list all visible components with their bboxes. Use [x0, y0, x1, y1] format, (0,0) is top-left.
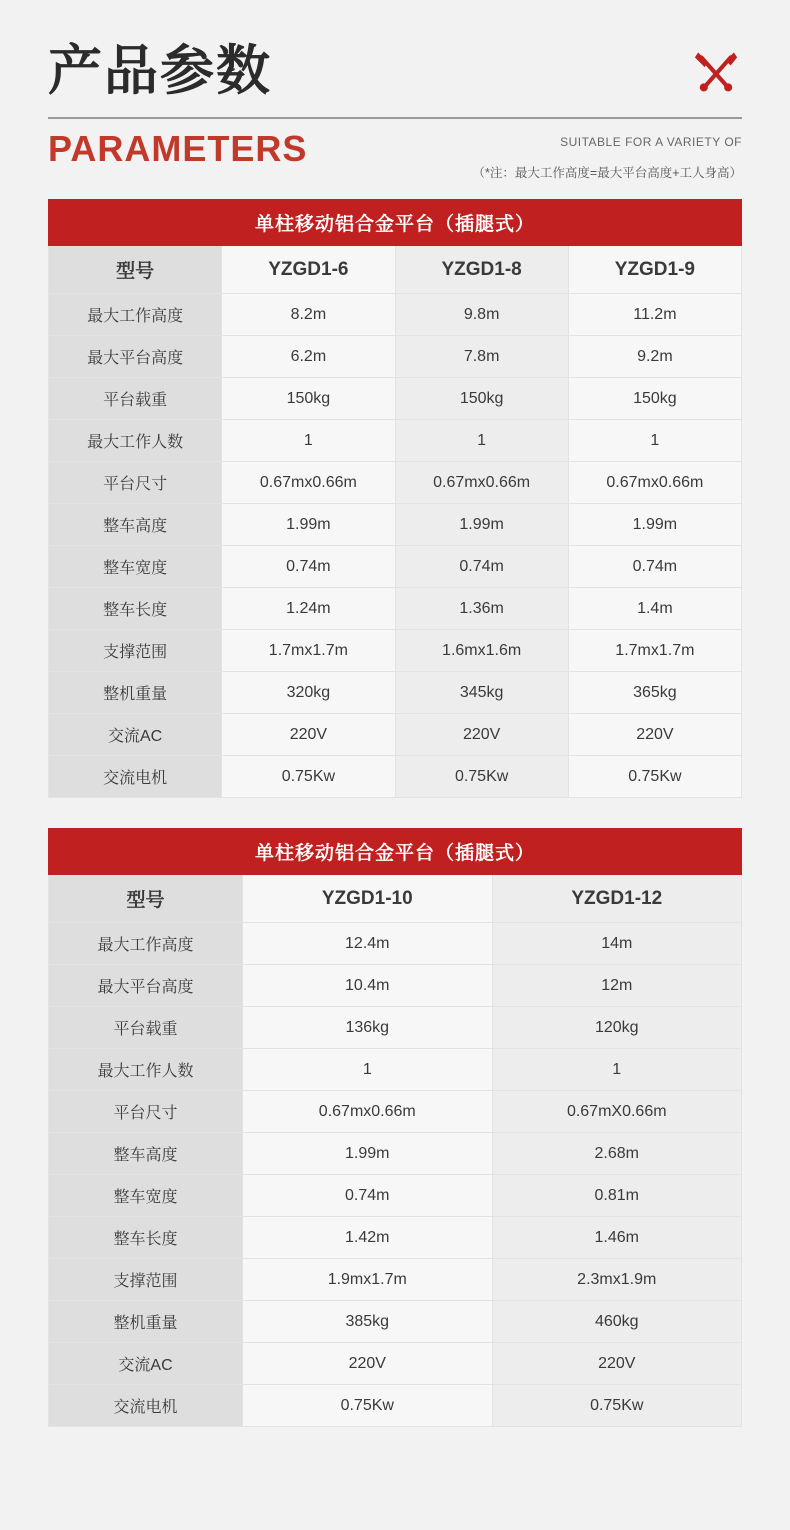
model-name: YZGD1-8: [395, 246, 568, 294]
row-value: 0.81m: [492, 1175, 742, 1217]
table-row: [49, 1091, 742, 1133]
table-row: [49, 336, 742, 378]
row-value: 0.75Kw: [568, 756, 741, 798]
row-value: 1.99m: [568, 504, 741, 546]
row-value: 150kg: [395, 378, 568, 420]
table-row: [49, 1259, 742, 1301]
row-value: 11.2m: [568, 294, 741, 336]
model-name: YZGD1-10: [243, 875, 492, 923]
row-value: 1.7mx1.7m: [222, 630, 395, 672]
row-value: 1.42m: [243, 1217, 492, 1259]
row-value: 9.8m: [395, 294, 568, 336]
row-value: 365kg: [568, 672, 741, 714]
model-name: YZGD1-12: [492, 875, 742, 923]
table-row: [49, 1343, 742, 1385]
table-row: [49, 756, 742, 798]
table-row: [49, 504, 742, 546]
header-divider: [48, 117, 742, 119]
row-label: 平台尺寸: [49, 462, 222, 504]
table-banner: 单柱移动铝合金平台（插腿式）: [49, 200, 742, 246]
row-label: 最大工作人数: [49, 1049, 243, 1091]
row-value: 6.2m: [222, 336, 395, 378]
table-row: [49, 1175, 742, 1217]
tools-icon: [690, 46, 742, 98]
row-value: 0.67mX0.66m: [492, 1091, 742, 1133]
row-value: 9.2m: [568, 336, 741, 378]
row-label: 交流电机: [49, 1385, 243, 1427]
row-value: 10.4m: [243, 965, 492, 1007]
row-label: 整机重量: [49, 672, 222, 714]
row-value: 220V: [492, 1343, 742, 1385]
row-value: 1.36m: [395, 588, 568, 630]
row-value: 150kg: [222, 378, 395, 420]
row-value: 0.74m: [222, 546, 395, 588]
row-value: 1.24m: [222, 588, 395, 630]
table-row: [49, 672, 742, 714]
row-label: 整车长度: [49, 1217, 243, 1259]
row-value: 345kg: [395, 672, 568, 714]
row-value: 0.74m: [395, 546, 568, 588]
page-header: [0, 0, 790, 181]
spec-table-2: [48, 828, 742, 1427]
row-value: 0.67mx0.66m: [243, 1091, 492, 1133]
page-title: 产品参数: [48, 41, 272, 101]
model-label: 型号: [49, 246, 222, 294]
table-row: [49, 875, 742, 923]
table-banner-row: [49, 829, 742, 875]
spec-table-1: [48, 199, 742, 798]
row-label: 交流电机: [49, 756, 222, 798]
row-label: 最大平台高度: [49, 965, 243, 1007]
note-chinese: （*注：最大工作高度=最大平台高度+工人身高）: [472, 166, 742, 181]
row-value: 0.67mx0.66m: [222, 462, 395, 504]
table-row: [49, 420, 742, 462]
row-label: 支撑范围: [49, 630, 222, 672]
model-label: 型号: [49, 875, 243, 923]
row-value: 1: [568, 420, 741, 462]
row-label: 交流AC: [49, 1343, 243, 1385]
row-value: 1.99m: [395, 504, 568, 546]
table-banner-row: [49, 200, 742, 246]
row-value: 0.74m: [243, 1175, 492, 1217]
table-row: [49, 1217, 742, 1259]
spec-table-2-wrap: [48, 828, 742, 1427]
row-value: 220V: [395, 714, 568, 756]
row-label: 整车高度: [49, 1133, 243, 1175]
row-label: 整机重量: [49, 1301, 243, 1343]
table-row: [49, 588, 742, 630]
note-english: SUITABLE FOR A VARIETY OF: [560, 135, 742, 150]
table-row: [49, 294, 742, 336]
row-value: 12.4m: [243, 923, 492, 965]
row-label: 整车宽度: [49, 546, 222, 588]
row-value: 220V: [222, 714, 395, 756]
row-label: 最大平台高度: [49, 336, 222, 378]
table-row: [49, 1133, 742, 1175]
row-label: 整车高度: [49, 504, 222, 546]
table-row: [49, 923, 742, 965]
row-label: 最大工作人数: [49, 420, 222, 462]
spec-table-1-wrap: [48, 199, 742, 798]
table-banner: 单柱移动铝合金平台（插腿式）: [49, 829, 742, 875]
row-value: 1: [243, 1049, 492, 1091]
row-value: 2.68m: [492, 1133, 742, 1175]
row-value: 320kg: [222, 672, 395, 714]
row-value: 1.9mx1.7m: [243, 1259, 492, 1301]
table-row: [49, 246, 742, 294]
row-label: 最大工作高度: [49, 294, 222, 336]
row-value: 120kg: [492, 1007, 742, 1049]
row-value: 220V: [568, 714, 741, 756]
row-label: 最大工作高度: [49, 923, 243, 965]
row-value: 2.3mx1.9m: [492, 1259, 742, 1301]
page-title-en: PARAMETERS: [48, 128, 308, 170]
model-name: YZGD1-6: [222, 246, 395, 294]
table-row: [49, 1049, 742, 1091]
row-label: 支撑范围: [49, 1259, 243, 1301]
table-row: [49, 1385, 742, 1427]
row-value: 220V: [243, 1343, 492, 1385]
table-row: [49, 965, 742, 1007]
model-name: YZGD1-9: [568, 246, 741, 294]
row-value: 14m: [492, 923, 742, 965]
table-row: [49, 378, 742, 420]
row-value: 1.6mx1.6m: [395, 630, 568, 672]
row-label: 平台尺寸: [49, 1091, 243, 1133]
row-value: 0.75Kw: [492, 1385, 742, 1427]
row-value: 0.67mx0.66m: [568, 462, 741, 504]
row-value: 150kg: [568, 378, 741, 420]
row-label: 平台载重: [49, 1007, 243, 1049]
row-value: 7.8m: [395, 336, 568, 378]
row-value: 1.99m: [243, 1133, 492, 1175]
row-value: 1.99m: [222, 504, 395, 546]
row-value: 8.2m: [222, 294, 395, 336]
table-row: [49, 546, 742, 588]
row-value: 0.67mx0.66m: [395, 462, 568, 504]
row-label: 整车宽度: [49, 1175, 243, 1217]
row-value: 1.46m: [492, 1217, 742, 1259]
header-subrow: [48, 129, 742, 181]
row-value: 136kg: [243, 1007, 492, 1049]
row-value: 1: [222, 420, 395, 462]
table-row: [49, 1301, 742, 1343]
row-value: 0.75Kw: [222, 756, 395, 798]
row-label: 整车长度: [49, 588, 222, 630]
row-value: 12m: [492, 965, 742, 1007]
table-row: [49, 714, 742, 756]
row-value: 0.75Kw: [243, 1385, 492, 1427]
row-value: 460kg: [492, 1301, 742, 1343]
row-value: 1.4m: [568, 588, 741, 630]
row-value: 1.7mx1.7m: [568, 630, 741, 672]
row-label: 平台载重: [49, 378, 222, 420]
table-row: [49, 630, 742, 672]
table-row: [49, 1007, 742, 1049]
row-value: 1: [395, 420, 568, 462]
row-value: 0.74m: [568, 546, 741, 588]
header-notes: [473, 129, 742, 181]
row-value: 0.75Kw: [395, 756, 568, 798]
table-row: [49, 462, 742, 504]
row-value: 385kg: [243, 1301, 492, 1343]
row-value: 1: [492, 1049, 742, 1091]
row-label: 交流AC: [49, 714, 222, 756]
